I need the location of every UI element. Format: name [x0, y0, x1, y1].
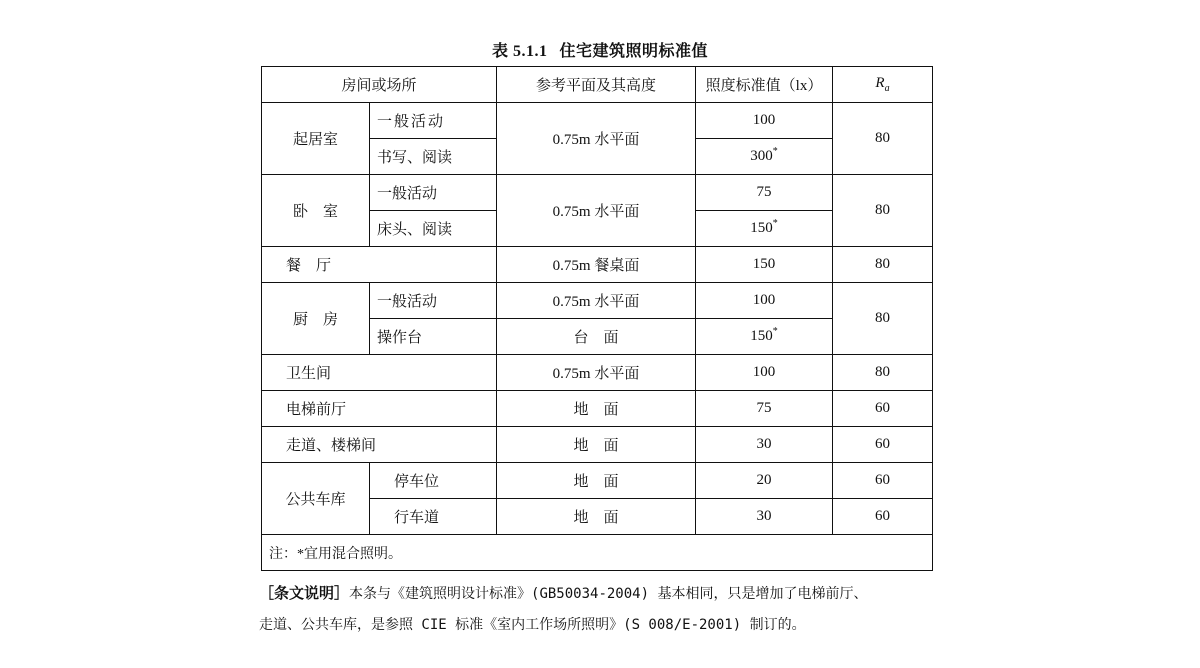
illuminance-cell	[696, 319, 833, 355]
table-row	[262, 355, 933, 391]
table-row	[262, 103, 933, 139]
illuminance-cell	[696, 283, 833, 319]
table-row	[262, 427, 933, 463]
place-cell: 餐 厅	[262, 247, 497, 283]
illuminance-value: 75	[756, 184, 772, 200]
illuminance-cell: 150	[696, 247, 833, 283]
illuminance-value: 150	[750, 220, 773, 236]
ra-cell: 80	[833, 355, 933, 391]
illuminance-value: 100	[752, 112, 776, 128]
activity-cell: 书写、阅读	[370, 139, 497, 175]
explanation-tag: ［条文说明］	[259, 584, 350, 602]
table-note: 注：*宜用混合照明。	[262, 535, 933, 571]
table-row	[262, 247, 933, 283]
place-cell: 卫生间	[262, 355, 497, 391]
plane-cell: 地 面	[497, 463, 696, 499]
place-cell: 厨 房	[262, 283, 370, 355]
header-place: 房间或场所	[262, 67, 497, 103]
explanation-line-1	[259, 578, 949, 610]
activity-cell: 一般活动	[370, 175, 497, 211]
ra-cell: 80	[833, 283, 933, 355]
ra-cell: 80	[833, 247, 933, 283]
place-cell: 起居室	[262, 103, 370, 175]
activity-cell: 行车道	[370, 499, 497, 535]
mixed-lighting-mark: *	[772, 146, 778, 157]
illuminance-cell: 30	[696, 499, 833, 535]
ra-cell: 60	[833, 499, 933, 535]
activity-cell: 停车位	[370, 463, 497, 499]
place-cell: 公共车库	[262, 463, 370, 535]
activity-cell: 一般活动	[370, 103, 497, 139]
plane-cell: 0.75m 餐桌面	[497, 247, 696, 283]
illuminance-cell	[696, 211, 833, 247]
illuminance-value: 150	[750, 328, 773, 344]
lighting-standard-table	[261, 66, 933, 571]
table-title	[0, 38, 1200, 61]
mixed-lighting-mark: *	[772, 326, 778, 337]
place-cell: 走道、楼梯间	[262, 427, 497, 463]
header-illuminance: 照度标准值（lx）	[696, 67, 833, 103]
illuminance-cell: 30	[696, 427, 833, 463]
table-title-text: 住宅建筑照明标准值	[559, 43, 709, 60]
activity-cell: 操作台	[370, 319, 497, 355]
illuminance-cell	[696, 103, 833, 139]
ra-cell: 80	[833, 103, 933, 175]
explanation-text-1: 本条与《建筑照明设计标准》(GB50034-2004) 基本相同，只是增加了电梯前厅、	[349, 586, 868, 602]
ra-cell: 60	[833, 391, 933, 427]
table-number: 表 5.1.1	[491, 43, 548, 60]
table-row	[262, 463, 933, 499]
plane-cell: 地 面	[497, 391, 696, 427]
place-cell: 电梯前厅	[262, 391, 497, 427]
plane-cell: 0.75m 水平面	[497, 103, 696, 175]
illuminance-cell	[696, 175, 833, 211]
plane-cell: 0.75m 水平面	[497, 355, 696, 391]
ra-cell: 80	[833, 175, 933, 247]
plane-cell: 地 面	[497, 499, 696, 535]
illuminance-cell	[696, 139, 833, 175]
illuminance-cell: 75	[696, 391, 833, 427]
ra-cell: 60	[833, 463, 933, 499]
explanation-line-2: 走道、公共车库，是参照 CIE 标准《室内工作场所照明》(S 008/E-2001) 制订的。	[259, 617, 806, 633]
activity-cell: 一般活动	[370, 283, 497, 319]
header-reference-plane: 参考平面及其高度	[497, 67, 696, 103]
header-ra	[833, 67, 933, 103]
header-row	[262, 67, 933, 103]
place-cell: 卧 室	[262, 175, 370, 247]
activity-cell: 床头、阅读	[370, 211, 497, 247]
plane-cell: 0.75m 水平面	[497, 175, 696, 247]
table-row	[262, 175, 933, 211]
plane-cell: 地 面	[497, 427, 696, 463]
illuminance-value: 300	[750, 148, 773, 164]
mixed-lighting-mark: *	[772, 218, 778, 229]
illuminance-cell: 100	[696, 355, 833, 391]
table-row	[262, 391, 933, 427]
illuminance-value: 100	[752, 292, 776, 308]
plane-cell: 台 面	[497, 319, 696, 355]
note-row	[262, 535, 933, 571]
clause-explanation	[259, 578, 949, 641]
plane-cell: 0.75m 水平面	[497, 283, 696, 319]
table-row	[262, 283, 933, 319]
illuminance-cell: 20	[696, 463, 833, 499]
ra-symbol: R	[875, 75, 885, 91]
ra-cell: 60	[833, 427, 933, 463]
ra-subscript: a	[884, 83, 890, 94]
